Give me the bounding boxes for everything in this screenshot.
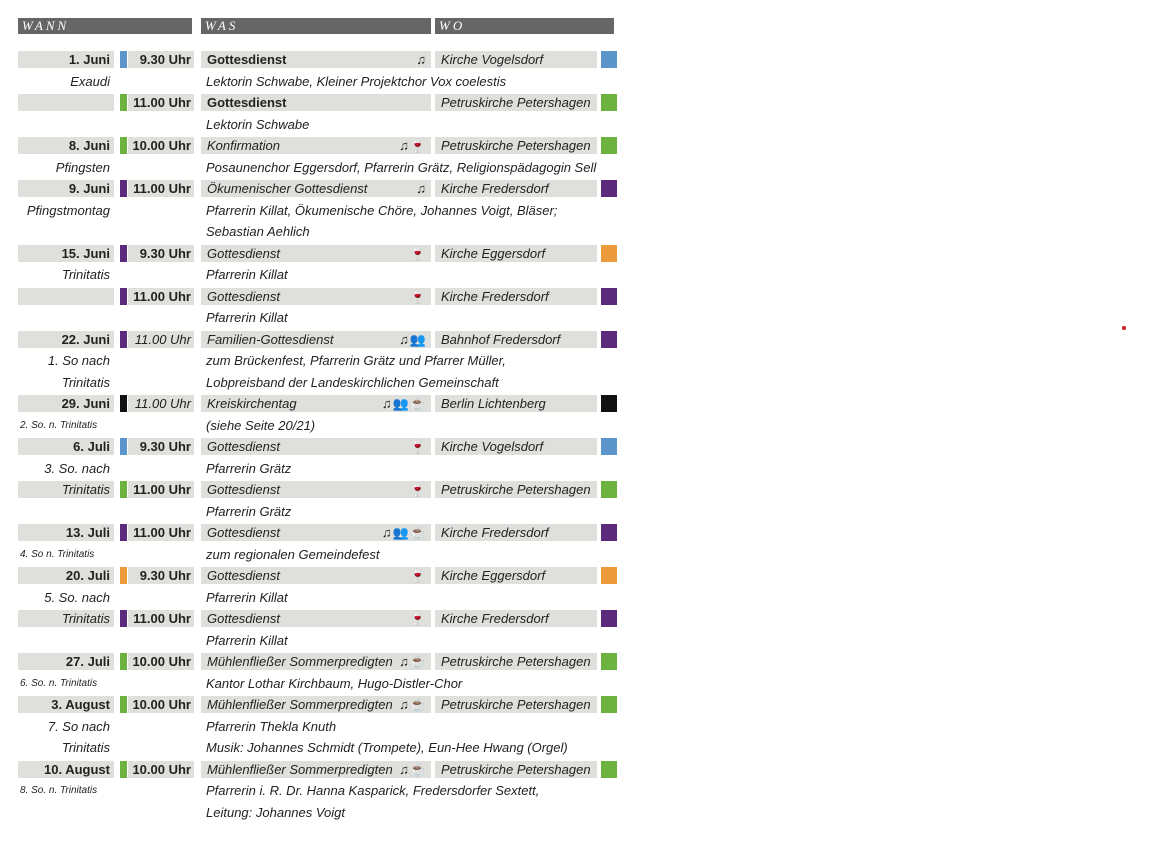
sunday-label: 7. So nach <box>47 718 110 734</box>
location-color-marker <box>601 331 617 348</box>
event-row <box>0 329 640 350</box>
event-time: 11.00 Uhr <box>128 94 194 111</box>
event-details: Lektorin Schwabe <box>206 116 310 132</box>
event-row <box>0 759 640 780</box>
event-feature-icons: ♫ <box>416 181 427 196</box>
event-location: Petruskirche Petershagen <box>435 94 597 111</box>
info-row <box>0 630 640 651</box>
event-row <box>0 286 640 307</box>
header-wo: WO <box>435 18 614 34</box>
sunday-label: Trinitatis <box>61 374 110 390</box>
header-wann: WANN <box>18 18 192 34</box>
location-color-marker <box>601 567 617 584</box>
location-color-marker <box>601 51 617 68</box>
header-was: WAS <box>201 18 431 34</box>
location-color-marker <box>601 180 617 197</box>
time-color-marker <box>120 761 127 778</box>
red-dot-marker <box>1122 326 1126 330</box>
event-details: Pfarrerin Grätz <box>206 503 292 519</box>
event-title <box>201 438 431 455</box>
event-row <box>0 92 640 113</box>
event-details: Pfarrerin i. R. Dr. Hanna Kasparick, Fredersdorfer Sextett, <box>206 783 540 798</box>
location-color-marker <box>601 438 617 455</box>
event-details: zum regionalen Gemeindefest <box>206 546 380 562</box>
event-title-text: Gottesdienst <box>207 52 287 67</box>
event-feature-icons: 🍷 <box>409 611 427 626</box>
info-row <box>0 673 640 694</box>
event-location: Petruskirche Petershagen <box>435 137 597 154</box>
location-color-marker <box>601 395 617 412</box>
event-title <box>201 395 431 412</box>
event-details: Lobpreisband der Landeskirchlichen Gemeinschaft <box>206 374 499 390</box>
event-location: Kirche Vogelsdorf <box>435 51 597 68</box>
info-row <box>0 200 640 221</box>
time-color-marker <box>120 331 127 348</box>
event-details: Musik: Johannes Schmidt (Trompete), Eun-Hee Hwang (Orgel) <box>206 740 568 755</box>
event-title-text: Gottesdienst <box>207 288 280 304</box>
event-time: 9.30 Uhr <box>128 245 194 262</box>
event-time: 11.00 Uhr <box>128 610 194 627</box>
sunday-label <box>18 802 114 823</box>
event-details: Pfarrerin Grätz <box>206 460 292 476</box>
info-row <box>0 114 640 135</box>
event-row <box>0 565 640 586</box>
event-details: Posaunenchor Eggersdorf, Pfarrerin Grätz, Religionspädagogin Sell <box>206 159 597 175</box>
event-title <box>201 331 431 348</box>
event-feature-icons: ♫👥☕ <box>381 525 427 540</box>
event-date: 6. Juli <box>18 438 114 455</box>
sunday-label: 8. So. n. Trinitatis <box>20 785 98 796</box>
event-date: 20. Juli <box>18 567 114 584</box>
event-details: Pfarrerin Killat, Ökumenische Chöre, Johannes Voigt, Bläser; <box>206 202 558 218</box>
time-color-marker <box>120 610 127 627</box>
event-row <box>0 479 640 500</box>
location-color-marker <box>601 245 617 262</box>
event-date: 10. August <box>18 761 114 778</box>
event-date: 8. Juni <box>18 137 114 154</box>
event-feature-icons: 🍷 <box>409 482 427 497</box>
event-title <box>201 51 431 68</box>
event-location: Kirche Eggersdorf <box>435 245 597 262</box>
event-feature-icons: 🍷 <box>409 439 427 454</box>
event-title <box>201 761 431 778</box>
info-row <box>0 587 640 608</box>
event-title-text: Mühlenfließer Sommerpredigten <box>207 697 393 712</box>
time-color-marker <box>120 438 127 455</box>
event-title-text: Ökumenischer Gottesdienst <box>207 181 368 196</box>
location-color-marker <box>601 481 617 498</box>
event-location: Kirche Fredersdorf <box>435 180 597 197</box>
info-row <box>0 350 640 371</box>
event-date: 29. Juni <box>18 395 114 412</box>
location-color-marker <box>601 653 617 670</box>
event-time: 10.00 Uhr <box>128 137 194 154</box>
event-row <box>0 135 640 156</box>
event-row <box>0 49 640 70</box>
info-row <box>0 71 640 92</box>
event-title <box>201 653 431 670</box>
event-feature-icons: ♫ <box>416 52 427 67</box>
event-row <box>0 522 640 543</box>
sunday-label: 6. So. n. Trinitatis <box>20 677 98 689</box>
event-location: Berlin Lichtenberg <box>435 395 597 412</box>
sunday-label <box>18 114 114 135</box>
event-location: Bahnhof Fredersdorf <box>435 331 597 348</box>
info-row <box>0 307 640 328</box>
event-title-text: Gottesdienst <box>207 482 280 497</box>
info-row <box>0 780 640 801</box>
sunday-label: 1. So nach <box>47 353 110 368</box>
event-date: 13. Juli <box>18 524 114 541</box>
time-color-marker <box>120 395 127 412</box>
event-location: Kirche Fredersdorf <box>435 288 597 305</box>
sunday-label: 5. So. nach <box>44 589 110 605</box>
event-row <box>0 436 640 457</box>
event-location: Kirche Fredersdorf <box>435 610 597 627</box>
info-row <box>0 544 640 565</box>
time-color-marker <box>120 481 127 498</box>
info-row <box>0 737 640 758</box>
event-title-text: Gottesdienst <box>207 568 280 583</box>
event-date: Trinitatis <box>18 610 114 627</box>
time-color-marker <box>120 653 127 670</box>
event-feature-icons: ♫☕ <box>399 654 427 669</box>
event-feature-icons: ♫🍷 <box>399 138 427 153</box>
sunday-label <box>18 501 114 522</box>
event-title-text: Gottesdienst <box>207 611 280 626</box>
event-time: 10.00 Uhr <box>128 696 194 713</box>
event-details: zum Brückenfest, Pfarrerin Grätz und Pfarrer Müller, <box>206 353 506 368</box>
event-location: Petruskirche Petershagen <box>435 481 597 498</box>
event-title <box>201 94 431 111</box>
event-location: Petruskirche Petershagen <box>435 653 597 670</box>
event-title-text: Mühlenfließer Sommerpredigten <box>207 761 393 777</box>
event-date: 1. Juni <box>18 51 114 68</box>
event-date: Trinitatis <box>18 481 114 498</box>
time-color-marker <box>120 180 127 197</box>
event-date: 9. Juni <box>18 180 114 197</box>
event-title <box>201 567 431 584</box>
event-feature-icons: 🍷 <box>409 245 427 261</box>
event-details: Leitung: Johannes Voigt <box>206 804 346 820</box>
event-location: Kirche Eggersdorf <box>435 567 597 584</box>
event-title-text: Gottesdienst <box>207 245 280 261</box>
event-time: 11.00 Uhr <box>128 481 194 498</box>
event-title <box>201 180 431 197</box>
event-time: 11.00 Uhr <box>128 395 194 412</box>
sunday-label: Pfingstmontag <box>26 202 110 218</box>
event-title <box>201 696 431 713</box>
time-color-marker <box>120 696 127 713</box>
info-row <box>0 372 640 393</box>
event-time: 9.30 Uhr <box>128 51 194 68</box>
event-feature-icons: ♫👥☕ <box>381 396 427 411</box>
sunday-label <box>18 221 114 242</box>
location-color-marker <box>601 288 617 305</box>
event-time: 9.30 Uhr <box>128 438 194 455</box>
event-time: 9.30 Uhr <box>128 567 194 584</box>
event-title-text: Mühlenfließer Sommerpredigten <box>207 654 393 669</box>
event-time: 11.00 Uhr <box>128 180 194 197</box>
event-location: Petruskirche Petershagen <box>435 696 597 713</box>
sunday-label: 2. So. n. Trinitatis <box>20 419 98 431</box>
event-details: Sebastian Aehlich <box>206 224 310 239</box>
event-title <box>201 524 431 541</box>
event-details: (siehe Seite 20/21) <box>206 417 316 433</box>
info-row <box>0 157 640 178</box>
event-row <box>0 608 640 629</box>
event-row <box>0 694 640 715</box>
event-feature-icons: 🍷 <box>409 568 427 583</box>
event-title-text: Konfirmation <box>207 138 280 153</box>
sunday-label: 4. So n. Trinitatis <box>20 548 95 560</box>
event-title-text: Gottesdienst <box>207 95 287 110</box>
event-title <box>201 610 431 627</box>
event-title <box>201 288 431 305</box>
sunday-label <box>18 307 114 328</box>
event-time: 11.00 Uhr <box>128 331 194 348</box>
event-date: 15. Juni <box>18 245 114 262</box>
event-time: 10.00 Uhr <box>128 761 194 778</box>
event-feature-icons: ♫☕ <box>399 761 427 777</box>
time-color-marker <box>120 94 127 111</box>
sunday-label: 3. So. nach <box>44 460 110 476</box>
time-color-marker <box>120 245 127 262</box>
event-date: 27. Juli <box>18 653 114 670</box>
event-row <box>0 243 640 264</box>
event-row <box>0 178 640 199</box>
event-title <box>201 481 431 498</box>
event-time: 10.00 Uhr <box>128 653 194 670</box>
info-row <box>0 802 640 823</box>
info-row <box>0 501 640 522</box>
info-row <box>0 458 640 479</box>
event-feature-icons: ♫☕ <box>399 697 427 712</box>
event-details: Pfarrerin Killat <box>206 632 288 648</box>
info-row <box>0 221 640 242</box>
location-color-marker <box>601 696 617 713</box>
time-color-marker <box>120 288 127 305</box>
time-color-marker <box>120 137 127 154</box>
sunday-label: Exaudi <box>70 73 110 89</box>
event-date <box>18 288 114 305</box>
event-details: Pfarrerin Killat <box>206 589 288 605</box>
event-location: Kirche Fredersdorf <box>435 524 597 541</box>
event-time: 11.00 Uhr <box>128 524 194 541</box>
event-date: 22. Juni <box>18 331 114 348</box>
info-row <box>0 264 640 285</box>
time-color-marker <box>120 51 127 68</box>
event-row <box>0 651 640 672</box>
location-color-marker <box>601 761 617 778</box>
event-details: Pfarrerin Killat <box>206 310 288 325</box>
event-details: Lektorin Schwabe, Kleiner Projektchor Vox coelestis <box>206 73 507 89</box>
location-color-marker <box>601 524 617 541</box>
location-color-marker <box>601 137 617 154</box>
event-title <box>201 245 431 262</box>
event-time: 11.00 Uhr <box>128 288 194 305</box>
event-title-text: Kreiskirchentag <box>207 396 297 411</box>
location-color-marker <box>601 94 617 111</box>
sunday-label: Trinitatis <box>61 267 110 282</box>
sunday-label: Trinitatis <box>61 740 110 755</box>
event-location: Kirche Vogelsdorf <box>435 438 597 455</box>
event-location: Petruskirche Petershagen <box>435 761 597 778</box>
event-row <box>0 393 640 414</box>
sunday-label: Pfingsten <box>55 159 110 175</box>
event-date: 3. August <box>18 696 114 713</box>
info-row <box>0 415 640 436</box>
location-color-marker <box>601 610 617 627</box>
time-color-marker <box>120 524 127 541</box>
event-title-text: Gottesdienst <box>207 439 280 454</box>
event-title-text: Gottesdienst <box>207 525 280 540</box>
event-title-text: Familien-Gottesdienst <box>207 331 334 347</box>
event-date <box>18 94 114 111</box>
event-details: Pfarrerin Thekla Knuth <box>206 718 337 734</box>
event-details: Kantor Lothar Kirchbaum, Hugo-Distler-Chor <box>206 675 463 691</box>
event-feature-icons: ♫👥 <box>399 331 427 347</box>
event-feature-icons: 🍷 <box>409 288 427 304</box>
event-details: Pfarrerin Killat <box>206 267 288 282</box>
sunday-label <box>18 630 114 651</box>
info-row <box>0 716 640 737</box>
time-color-marker <box>120 567 127 584</box>
event-title <box>201 137 431 154</box>
